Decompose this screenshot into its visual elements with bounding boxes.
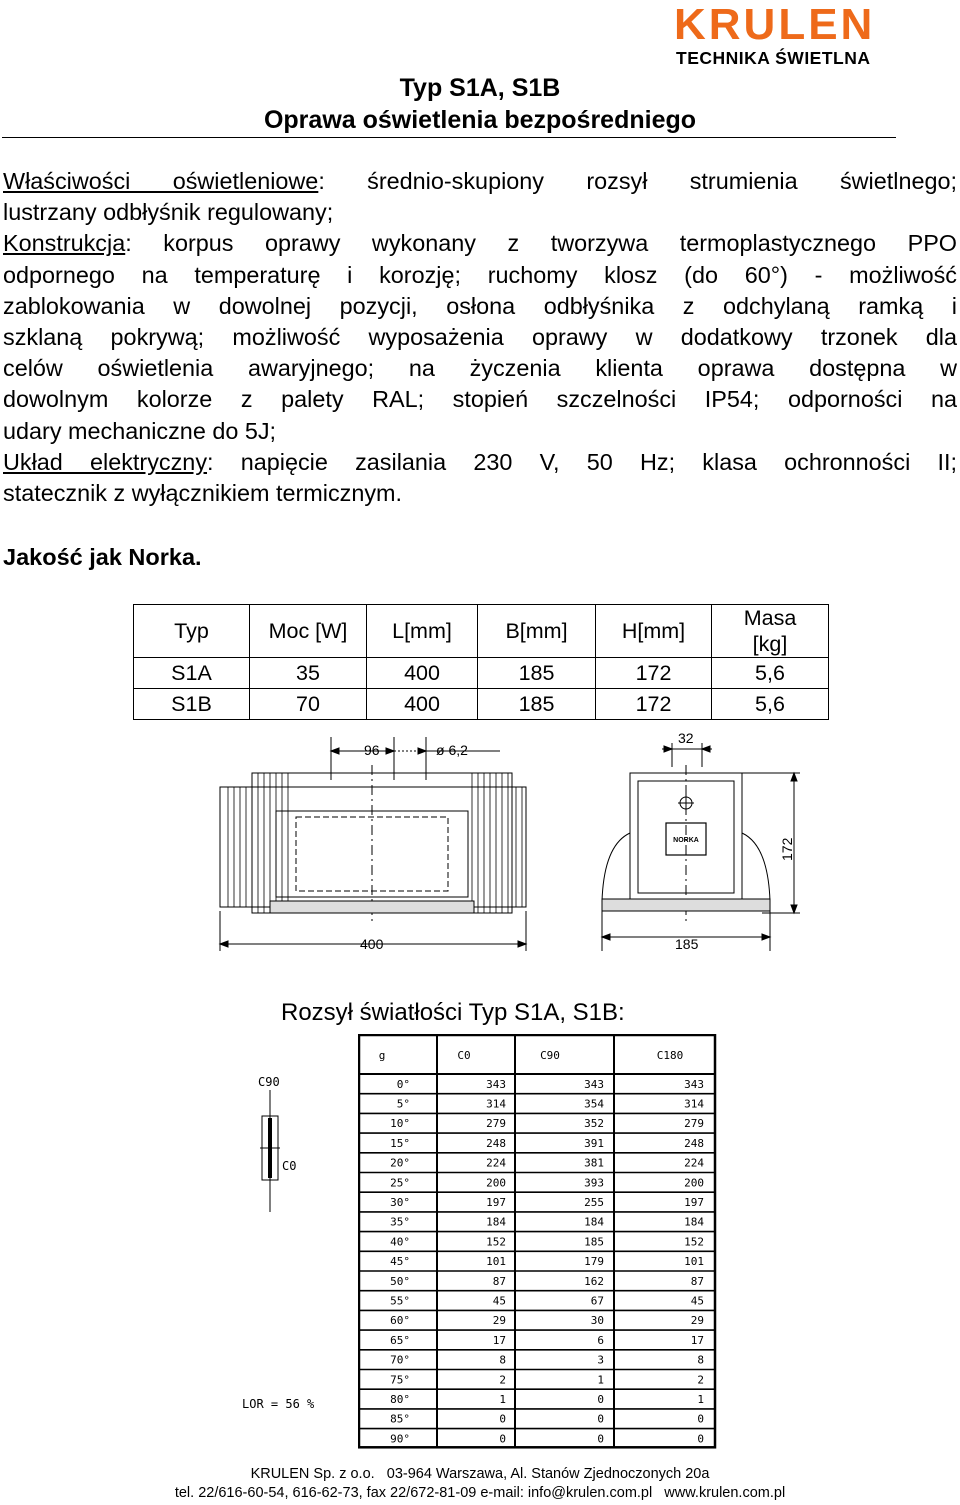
description-line: Konstrukcja: korpus oprawy wykonany z tworzywa termoplastycznego PPO: [3, 230, 957, 257]
dim-32-label: 32: [678, 730, 694, 746]
table-cell: 0°: [396, 1077, 410, 1091]
table-cell: 185: [478, 689, 596, 720]
table-cell: 162: [584, 1274, 604, 1288]
table-cell: 5,6: [712, 658, 829, 689]
table-cell: 90°: [390, 1432, 410, 1446]
table-cell: 80°: [390, 1392, 410, 1406]
table-cell: 0: [597, 1392, 604, 1406]
table-cell: 185: [478, 658, 596, 689]
table-cell: 17: [690, 1333, 704, 1347]
section-label-electrical: Układ elektryczny: [3, 448, 208, 475]
table-cell: 2: [499, 1373, 506, 1387]
quality-note: Jakość jak Norka.: [3, 544, 202, 570]
table-cell: 248: [486, 1136, 506, 1150]
plane-diagram: [240, 1072, 320, 1432]
table-cell: 255: [584, 1195, 604, 1209]
table-cell: 343: [486, 1077, 506, 1091]
table-cell: 400: [367, 658, 478, 689]
description-line: szklaną pokrywą; możliwość wyposażenia oprawy w dodatkowy trzonek dla: [3, 323, 957, 350]
dim-172-label: 172: [779, 837, 795, 861]
table-cell: 0: [697, 1412, 704, 1426]
table-cell: 197: [684, 1195, 704, 1209]
table-cell: 185: [584, 1235, 604, 1249]
table-cell: 391: [584, 1136, 604, 1150]
table-cell: 25°: [390, 1176, 410, 1190]
table-cell: 184: [684, 1215, 704, 1229]
table-cell: 45°: [390, 1255, 410, 1269]
description-line: odpornego na temperaturę i korozję; ruchomy klosz (do 60°) - możliwość: [3, 261, 957, 288]
table-cell: 184: [486, 1215, 506, 1229]
spec-header-cell: L[mm]: [367, 605, 478, 658]
table-cell: 70: [250, 689, 367, 720]
table-cell: S1B: [134, 689, 250, 720]
table-cell: 30°: [390, 1195, 410, 1209]
intensity-table: [358, 1034, 718, 1452]
table-header-cell: C0: [457, 1049, 471, 1062]
table-cell: 381: [584, 1156, 604, 1170]
table-cell: 87: [492, 1274, 506, 1288]
table-header-cell: C90: [540, 1049, 560, 1062]
table-frame: [359, 1035, 715, 1447]
table-cell: 101: [486, 1255, 506, 1269]
table-cell: 75°: [390, 1373, 410, 1387]
table-cell: 5,6: [712, 689, 829, 720]
table-cell: 0: [499, 1432, 506, 1446]
table-cell: 35: [250, 658, 367, 689]
table-cell: 224: [486, 1156, 506, 1170]
lor-label: LOR = 56 %: [242, 1397, 315, 1411]
section-label-construction: Konstrukcja: [3, 230, 126, 257]
footer-address: KRULEN Sp. z o.o. 03-964 Warszawa, Al. Stanów Zjednoczonych 20a: [250, 1466, 710, 1482]
product-type-title: Typ S1A, S1B: [399, 74, 561, 102]
dim-96-label: 96: [364, 742, 380, 758]
table-cell: 172: [596, 689, 712, 720]
product-subtitle: Oprawa oświetlenia bezpośredniego: [263, 106, 697, 134]
dim-diameter-label: ø 6,2: [436, 742, 468, 758]
footer-contact: tel. 22/616-60-54, 616-62-73, fax 22/672-81-09 e-mail: info@krulen.com.pl www.krulen.com.pl: [174, 1485, 786, 1501]
dim-185-label: 185: [675, 936, 699, 952]
table-cell: 3: [597, 1353, 604, 1367]
table-cell: 197: [486, 1195, 506, 1209]
table-cell: 6: [597, 1333, 604, 1347]
table-cell: 40°: [390, 1235, 410, 1249]
table-cell: 67: [590, 1294, 604, 1308]
table-cell: 5°: [396, 1097, 410, 1111]
description-line: Układ elektryczny: napięcie zasilania 230 V, 50 Hz; klasa ochronności II;: [3, 448, 957, 475]
description-line: dowolnym kolorze z palety RAL; stopień szczelności IP54; odporności na: [3, 386, 957, 413]
table-cell: 101: [684, 1255, 704, 1269]
table-cell: 1: [597, 1373, 604, 1387]
brand-logo: KRULEN: [674, 0, 876, 49]
table-cell: 314: [684, 1097, 704, 1111]
table-row: [134, 658, 829, 689]
table-cell: 17: [492, 1333, 506, 1347]
technical-drawing: [200, 725, 820, 965]
table-cell: 0: [499, 1412, 506, 1426]
table-cell: 20°: [390, 1156, 410, 1170]
table-cell: 50°: [390, 1274, 410, 1288]
cooling-ribs: [228, 773, 522, 913]
table-cell: 393: [584, 1176, 604, 1190]
table-cell: 45: [690, 1294, 704, 1308]
spec-header-cell: H[mm]: [596, 605, 712, 658]
table-cell: 200: [486, 1176, 506, 1190]
table-cell: 279: [684, 1117, 704, 1131]
table-cell: 248: [684, 1136, 704, 1150]
table-cell: 30: [590, 1314, 604, 1328]
table-cell: 343: [584, 1077, 604, 1091]
table-cell: 60°: [390, 1314, 410, 1328]
description-paragraph: [3, 166, 957, 509]
table-header-cell: C180: [656, 1049, 684, 1062]
table-cell: 65°: [390, 1333, 410, 1347]
description-line: statecznik z wyłącznikiem termicznym.: [3, 479, 403, 506]
table-cell: 87: [690, 1274, 704, 1288]
table-row: [134, 689, 829, 720]
table-cell: 29: [492, 1314, 506, 1328]
spec-table-header-row: [134, 605, 829, 658]
table-cell: 172: [596, 658, 712, 689]
brand-tagline: TECHNIKA ŚWIETLNA: [676, 48, 871, 68]
plane-c0-label: C0: [282, 1159, 297, 1173]
table-cell: 343: [684, 1077, 704, 1091]
table-cell: 352: [584, 1117, 604, 1131]
table-cell: 0: [597, 1412, 604, 1426]
plane-c90-label: C90: [258, 1075, 280, 1089]
table-cell: 8: [697, 1353, 704, 1367]
table-cell: 400: [367, 689, 478, 720]
table-cell: 152: [486, 1235, 506, 1249]
table-cell: 314: [486, 1097, 506, 1111]
dim-400-label: 400: [360, 936, 384, 952]
table-cell: 70°: [390, 1353, 410, 1367]
description-line: lustrzany odbłyśnik regulowany;: [3, 199, 334, 226]
table-cell: 1: [499, 1392, 506, 1406]
table-cell: 354: [584, 1097, 604, 1111]
spec-table: [133, 604, 829, 720]
spec-header-cell: Typ: [134, 605, 250, 658]
title-divider: [2, 137, 896, 138]
table-cell: S1A: [134, 658, 250, 689]
front-view: [602, 743, 800, 951]
description-line: udary mechaniczne do 5J;: [3, 417, 277, 444]
table-cell: 55°: [390, 1294, 410, 1308]
table-cell: 35°: [390, 1215, 410, 1229]
table-cell: 2: [697, 1373, 704, 1387]
spec-header-cell: B[mm]: [478, 605, 596, 658]
spec-header-cell: Moc [W]: [250, 605, 367, 658]
table-cell: 10°: [390, 1117, 410, 1131]
section-label-lighting: Właściwości oświetleniowe: [3, 168, 319, 194]
table-cell: 8: [499, 1353, 506, 1367]
norka-badge: NORKA: [673, 837, 699, 844]
table-cell: 179: [584, 1255, 604, 1269]
table-cell: 200: [684, 1176, 704, 1190]
description-line: celów oświetlenia awaryjnego; na życzenia klienta oprawa dostępna w: [3, 355, 957, 382]
table-cell: 152: [684, 1235, 704, 1249]
distribution-caption: Rozsył światłości Typ S1A, S1B:: [281, 999, 625, 1026]
table-header-cell: g: [378, 1049, 386, 1062]
table-cell: 45: [492, 1294, 506, 1308]
table-cell: 15°: [390, 1136, 410, 1150]
table-cell: 279: [486, 1117, 506, 1131]
table-cell: 0: [597, 1432, 604, 1446]
spec-header-cell: Masa [kg]: [712, 605, 829, 658]
side-view: [220, 737, 526, 951]
description-line: Właściwości oświetleniowe: średnio-skupiony rozsył strumienia świetlnego;: [3, 168, 957, 194]
table-cell: 1: [697, 1392, 704, 1406]
description-line: zablokowania w dowolnej pozycji, osłona odbłyśnika z odchylaną ramką i: [3, 292, 957, 319]
table-cell: 0: [697, 1432, 704, 1446]
table-cell: 224: [684, 1156, 704, 1170]
table-cell: 29: [690, 1314, 704, 1328]
table-cell: 184: [584, 1215, 604, 1229]
table-cell: 85°: [390, 1412, 410, 1426]
